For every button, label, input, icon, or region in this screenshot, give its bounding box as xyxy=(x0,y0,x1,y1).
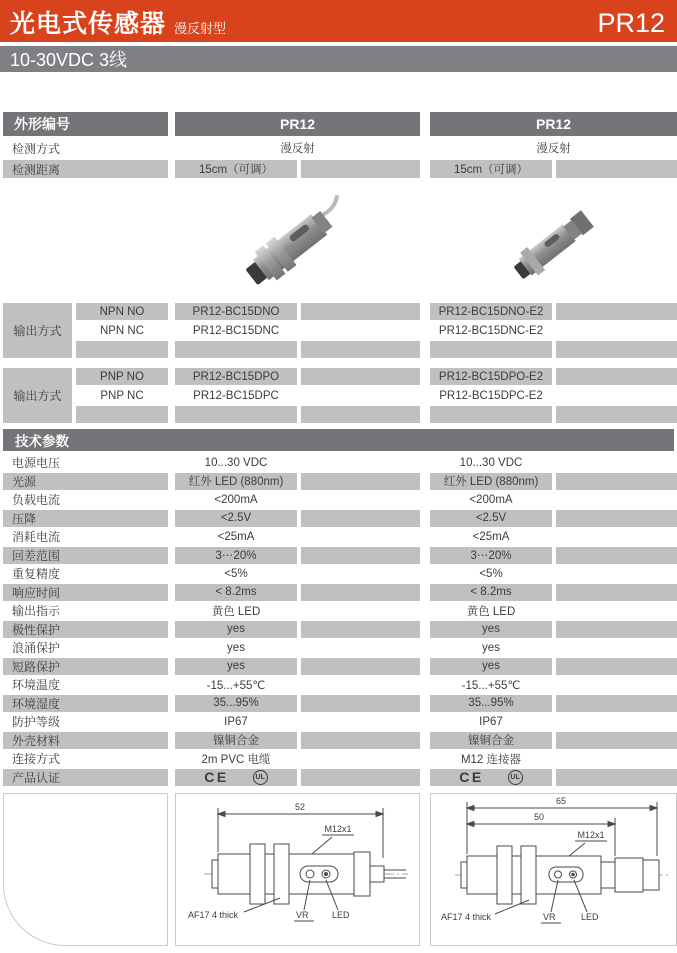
detect-distance-col1: 15cm（可调） xyxy=(175,160,297,178)
spec-value-col1: -15...+55℃ xyxy=(206,679,266,692)
output-type: PNP NC xyxy=(100,389,144,402)
filler-cell xyxy=(301,387,420,404)
filler-cell xyxy=(430,406,552,423)
spec-label: 短路保护 xyxy=(3,658,168,675)
page-title: 光电式传感器 xyxy=(10,10,167,38)
spec-value-col1: IP67 xyxy=(224,715,248,728)
spec-value-col1: yes xyxy=(227,641,245,654)
filler-cell xyxy=(556,322,677,339)
filler-cell xyxy=(301,303,420,320)
detect-distance-row xyxy=(0,160,677,178)
spec-row xyxy=(0,713,677,730)
filler-cell xyxy=(556,547,677,564)
filler-cell xyxy=(301,473,420,490)
column1-header: PR12 xyxy=(175,112,420,136)
model-col2: PR12-BC15DNO-E2 xyxy=(430,303,552,320)
product-photo-cable-version xyxy=(175,183,420,295)
page-subtitle: 漫反射型 xyxy=(174,21,227,37)
filler-cell xyxy=(556,602,677,619)
output-row-empty xyxy=(72,406,677,423)
filler-cell xyxy=(76,341,168,358)
spec-value-col1: 红外 LED (880nm) xyxy=(175,473,297,490)
spec-row xyxy=(0,639,677,656)
filler-cell xyxy=(430,341,552,358)
title-banner xyxy=(0,0,677,42)
spec-value-col2: 红外 LED (880nm) xyxy=(430,473,552,490)
spec-row xyxy=(0,658,677,675)
spec-value-col2: yes xyxy=(430,658,552,675)
spec-value-col1: <5% xyxy=(224,567,248,580)
filler-cell xyxy=(556,528,677,545)
spec-label: 响应时间 xyxy=(3,584,168,601)
thread-label: M12x1 xyxy=(324,823,352,834)
filler-cell xyxy=(76,406,168,423)
filler-cell xyxy=(556,491,677,508)
dim-total-label: 65 xyxy=(555,795,567,806)
spec-value-col1: 3⋯20% xyxy=(175,547,297,564)
model-col1: PR12-BC15DPC xyxy=(193,389,279,402)
filler-cell xyxy=(301,713,420,730)
filler-cell xyxy=(301,341,420,358)
thread-label: M12x1 xyxy=(577,829,605,840)
spec-row xyxy=(0,510,677,527)
filler-cell xyxy=(301,602,420,619)
spec-value-col2: 镍铜合金 xyxy=(430,732,552,749)
spec-value-col2: IP67 xyxy=(479,715,503,728)
detect-method-row xyxy=(0,138,677,158)
filler-cell xyxy=(301,547,420,564)
ul-mark-icon: UL xyxy=(253,770,268,785)
spec-label: 外壳材料 xyxy=(3,732,168,749)
filler-cell xyxy=(301,510,420,527)
filler-cell xyxy=(301,658,420,675)
spec-value-col1: yes xyxy=(175,658,297,675)
spec-value-col1: yes xyxy=(175,621,297,638)
drawing-connector-svg xyxy=(431,794,676,945)
filler-cell xyxy=(301,750,420,767)
certification-col2 xyxy=(430,769,552,786)
output-rows xyxy=(72,303,677,358)
flats-label: AF17 4 thick xyxy=(188,909,239,920)
model-col1: PR12-BC15DPO xyxy=(175,368,297,385)
detect-distance-col2: 15cm（可调） xyxy=(430,160,552,178)
filler-cell xyxy=(556,303,677,320)
filler-cell xyxy=(556,406,677,423)
ce-mark-icon: CE xyxy=(204,769,229,785)
filler-cell xyxy=(556,510,677,527)
filler-cell xyxy=(175,341,297,358)
spec-value-col1: 35...95% xyxy=(175,695,297,712)
filler-cell xyxy=(556,676,677,693)
spec-row xyxy=(0,528,677,545)
column2-header: PR12 xyxy=(430,112,677,136)
shape-header-label: 外形编号 xyxy=(3,112,168,136)
spec-row xyxy=(0,676,677,693)
spec-value-col2: 黄色 LED xyxy=(466,605,516,618)
spec-value-col2: <25mA xyxy=(472,530,510,543)
spec-value-col1: <200mA xyxy=(214,493,258,506)
spec-value-col2: yes xyxy=(430,621,552,638)
output-rows xyxy=(72,368,677,423)
voltage-text: 10-30VDC 3线 xyxy=(10,50,128,70)
spec-row xyxy=(0,750,677,767)
spec-label: 重复精度 xyxy=(12,567,61,581)
filler-cell xyxy=(301,491,420,508)
filler-cell xyxy=(556,584,677,601)
spec-row xyxy=(0,584,677,601)
product-photos xyxy=(0,178,677,300)
led-label: LED xyxy=(581,911,599,922)
dimension-drawing-connector xyxy=(430,793,677,946)
output-block-pnp xyxy=(0,368,677,423)
ul-mark-icon: UL xyxy=(508,770,523,785)
spec-label: 连接方式 xyxy=(12,752,61,766)
spec-value-col1: 镍铜合金 xyxy=(175,732,297,749)
spec-value-col1: 黄色 LED xyxy=(211,605,261,618)
spec-value-col2: 35...95% xyxy=(430,695,552,712)
spec-label: 极性保护 xyxy=(3,621,168,638)
filler-cell xyxy=(301,584,420,601)
spec-label: 输出指示 xyxy=(12,604,61,618)
spec-value-col2: yes xyxy=(482,641,500,654)
output-row-npn-no xyxy=(72,303,677,320)
output-row-pnp-no xyxy=(72,368,677,385)
filler-cell xyxy=(556,621,677,638)
detect-method-label: 检测方式 xyxy=(12,141,61,156)
dim-total-label: 52 xyxy=(294,801,306,812)
spec-row xyxy=(0,547,677,564)
certification-col1 xyxy=(175,769,297,786)
output-type: PNP NO xyxy=(76,368,168,385)
spec-label: 环境湿度 xyxy=(3,695,168,712)
output-method-label: 输出方式 xyxy=(3,368,72,423)
spec-value-col2: -15...+55℃ xyxy=(461,679,521,692)
filler-cell xyxy=(556,750,677,767)
sensor-photo-right xyxy=(494,189,614,289)
filler-cell xyxy=(301,621,420,638)
output-method-label: 输出方式 xyxy=(3,303,72,358)
spec-value-col2: M12 连接器 xyxy=(460,753,522,766)
certification-row xyxy=(0,769,677,786)
spec-label: 防护等级 xyxy=(12,715,61,729)
output-type: NPN NO xyxy=(76,303,168,320)
filler-cell xyxy=(301,769,420,786)
ce-mark-icon: CE xyxy=(459,769,484,785)
spec-value-col2: 10...30 VDC xyxy=(459,456,523,469)
model-col1: PR12-BC15DNO xyxy=(175,303,297,320)
filler-cell xyxy=(556,387,677,404)
filler-cell xyxy=(301,732,420,749)
spec-label: 光源 xyxy=(3,473,168,490)
detect-method-col1: 漫反射 xyxy=(280,143,315,155)
vr-label: VR xyxy=(543,911,556,922)
spec-value-col1: <2.5V xyxy=(175,510,297,527)
output-row-pnp-nc xyxy=(72,387,677,404)
filler-cell xyxy=(301,160,420,178)
spec-row xyxy=(0,454,677,471)
model-col2: PR12-BC15DPO-E2 xyxy=(430,368,552,385)
output-row-empty xyxy=(72,341,677,358)
spec-value-col2: <5% xyxy=(479,567,503,580)
vr-label: VR xyxy=(296,909,309,920)
filler-cell xyxy=(301,406,420,423)
spec-value-col1: <25mA xyxy=(217,530,255,543)
dimension-drawings xyxy=(0,793,677,946)
model-col2: PR12-BC15DPC-E2 xyxy=(439,389,543,402)
spec-row xyxy=(0,621,677,638)
spec-row xyxy=(0,491,677,508)
filler-cell xyxy=(301,565,420,582)
filler-cell xyxy=(556,473,677,490)
model-number: PR12 xyxy=(597,8,665,38)
sensor-photo-left xyxy=(223,183,373,295)
filler-cell xyxy=(556,695,677,712)
spec-value-col2: <2.5V xyxy=(430,510,552,527)
filler-cell xyxy=(556,160,677,178)
tech-params-title: 技术参数 xyxy=(15,434,69,449)
spec-value-col2: < 8.2ms xyxy=(430,584,552,601)
spec-value-col2: 3⋯20% xyxy=(430,547,552,564)
spec-row xyxy=(0,732,677,749)
spec-row xyxy=(0,602,677,619)
filler-cell xyxy=(556,658,677,675)
led-label: LED xyxy=(332,909,350,920)
detect-distance-label: 检测距离 xyxy=(3,160,168,178)
spec-row xyxy=(0,565,677,582)
filler-cell xyxy=(301,676,420,693)
output-row-npn-nc xyxy=(72,322,677,339)
filler-cell xyxy=(301,368,420,385)
flats-label: AF17 4 thick xyxy=(441,911,492,922)
filler-cell xyxy=(301,639,420,656)
spec-label: 压降 xyxy=(3,510,168,527)
spec-value-col1: < 8.2ms xyxy=(175,584,297,601)
filler-cell xyxy=(556,769,677,786)
spec-row xyxy=(0,695,677,712)
spec-label: 浪涌保护 xyxy=(12,641,61,655)
spec-label: 电源电压 xyxy=(12,456,61,470)
drawing-cable-svg xyxy=(176,794,419,945)
filler-cell xyxy=(556,565,677,582)
filler-cell xyxy=(556,639,677,656)
certification-label: 产品认证 xyxy=(3,769,168,786)
dim-body-label: 50 xyxy=(533,811,545,822)
filler-cell xyxy=(556,713,677,730)
filler-cell xyxy=(556,368,677,385)
filler-cell xyxy=(301,528,420,545)
model-col2: PR12-BC15DNC-E2 xyxy=(438,324,544,337)
spec-label: 环境温度 xyxy=(12,678,61,692)
spec-value-col1: 2m PVC 电缆 xyxy=(201,753,271,766)
product-photo-connector-version xyxy=(430,189,677,289)
output-type: NPN NC xyxy=(99,324,145,337)
spec-row xyxy=(0,473,677,490)
dimension-drawing-cable xyxy=(175,793,420,946)
shape-header-row xyxy=(0,112,677,136)
spec-value-col1: 10...30 VDC xyxy=(204,456,268,469)
filler-cell xyxy=(556,454,677,471)
decorative-corner-panel xyxy=(3,793,168,946)
spec-table xyxy=(0,112,677,946)
filler-cell xyxy=(301,322,420,339)
spec-value-col2: <200mA xyxy=(469,493,513,506)
filler-cell xyxy=(556,341,677,358)
filler-cell xyxy=(301,454,420,471)
filler-cell xyxy=(175,406,297,423)
voltage-banner xyxy=(0,46,677,72)
model-col1: PR12-BC15DNC xyxy=(192,324,280,337)
spec-label: 负载电流 xyxy=(12,493,61,507)
tech-params-header xyxy=(3,429,674,451)
output-block-npn xyxy=(0,303,677,358)
filler-cell xyxy=(556,732,677,749)
filler-cell xyxy=(301,695,420,712)
spec-label: 回差范围 xyxy=(3,547,168,564)
spec-label: 消耗电流 xyxy=(12,530,61,544)
detect-method-col2: 漫反射 xyxy=(536,143,571,155)
